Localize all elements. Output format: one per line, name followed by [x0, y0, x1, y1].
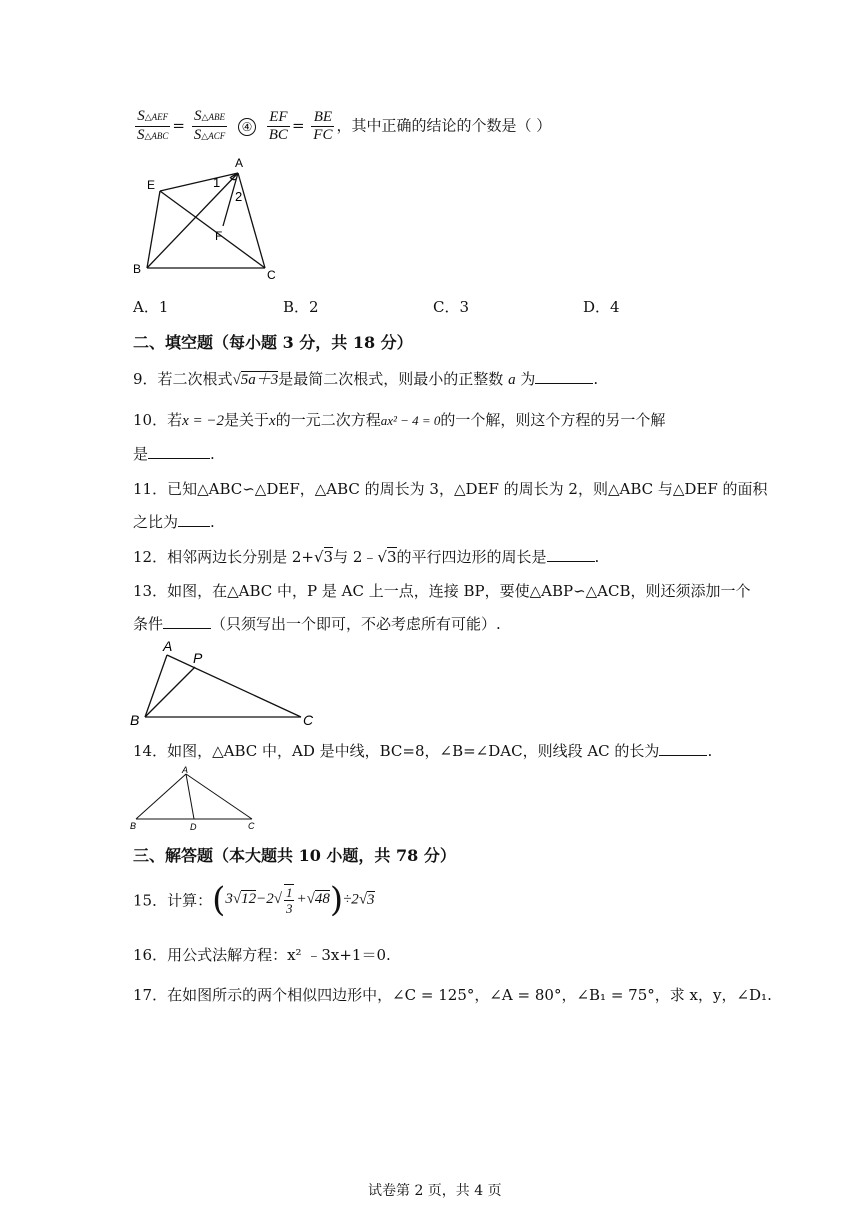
sqrt-symbol: √5a＋3: [232, 372, 279, 388]
question-11-line-1: 11．已知△ABC∽△DEF，△ABC 的周长为 3，△DEF 的周长为 2，则△ABC 与△DEF 的面积: [133, 480, 768, 498]
question-17: 17．在如图所示的两个相似四边形中，∠C = 125°，∠A = 80°，∠B₁ = 75°，求 x，y，∠D₁.: [133, 986, 772, 1004]
q8-option-c: C．3: [433, 298, 470, 316]
answer-blank-14[interactable]: [659, 741, 707, 756]
label-c: C: [248, 821, 255, 831]
segment-ac: [238, 173, 265, 268]
segment-ab: [136, 774, 186, 819]
page-footer: 试卷第 2 页，共 4 页: [368, 1183, 502, 1199]
fraction-s-abe-acf: $\frac{\text{S△ABE}}{\text{S△ACF}}$: [193, 108, 226, 143]
label-p: P: [193, 650, 203, 666]
question-9: 9．若二次根式√5a＋3是最简二次根式，则最小的正整数 a 为 .: [133, 370, 599, 388]
figure-triangle-abc-p: [125, 637, 325, 729]
question-10-line-1: 10．若x = −2是关于x的一元二次方程ax² − 4 = 0的一个解，则这个方程的另一个解: [133, 411, 666, 429]
label-c: C: [267, 268, 276, 282]
label-b: B: [130, 712, 140, 728]
label-c: C: [303, 712, 314, 728]
answer-blank-13[interactable]: [163, 614, 211, 629]
segment-ad: [186, 774, 194, 819]
answer-blank-10[interactable]: [148, 444, 210, 459]
label-b: B: [133, 262, 142, 276]
figure-triangle-abdc: [128, 764, 268, 834]
label-f: F: [215, 229, 223, 243]
question-13-line-1: 13．如图，在△ABC 中，P 是 AC 上一点，连接 BP，要使△ABP∽△ACB，则还须添加一个: [133, 582, 751, 600]
segment-ea: [160, 173, 238, 191]
label-a: A: [235, 156, 244, 170]
segment-ac: [167, 655, 301, 717]
q8-conditions-line: $\frac{\text{S△AEF}}{\text{S△ABC}}$ = $\frac{\text{S△ABE}}{\text{S△ACF}}$ ④ $\frac{EF}{BC}$ = $\frac{BE}{FC}$ ，其中正确的结论的个数是（ ）: [137, 108, 552, 143]
section-2-heading: 二、填空题（每小题 3 分，共 18 分）: [133, 333, 413, 352]
question-16: 16．用公式法解方程：x² ﹣3x+1＝0.: [133, 946, 391, 964]
question-14: 14．如图，△ABC 中，AD 是中线，BC=8，∠B=∠DAC，则线段 AC 的长为 .: [133, 742, 713, 760]
section-3-heading: 三、解答题（本大题共 10 小题，共 78 分）: [133, 846, 456, 865]
segment-ac: [186, 774, 252, 819]
item-number-4: ④: [238, 118, 256, 136]
fraction-ef-bc: $\frac{EF}{BC}$: [268, 109, 288, 143]
label-a: A: [163, 638, 173, 654]
segment-ab: [145, 655, 167, 717]
label-d: D: [190, 822, 197, 832]
q8-option-d: D．4: [583, 298, 620, 316]
fraction-one-third: $\frac{1}{3}$: [285, 885, 293, 916]
q8-question-tail: ，其中正确的结论的个数是（ ）: [336, 116, 552, 135]
label-a: A: [182, 765, 189, 775]
question-12: 12．相邻两边长分别是 2+√3与 2﹣√3的平行四边形的周长是 .: [133, 548, 600, 566]
segment-ec: [160, 191, 265, 268]
q8-option-b: B．2: [283, 298, 319, 316]
q8-option-a: A．1: [133, 298, 169, 316]
question-13-line-2: 条件 （只须写出一个即可，不必考虑所有可能）.: [133, 615, 501, 633]
answer-blank-12[interactable]: [547, 547, 595, 562]
fraction-be-fc: $\frac{BE}{FC}$: [313, 109, 333, 143]
label-e: E: [147, 178, 156, 192]
segment-bp: [145, 667, 195, 717]
answer-blank-9[interactable]: [535, 369, 593, 384]
question-11-line-2: 之比为 .: [133, 513, 215, 531]
label-angle-2: 2: [235, 189, 243, 204]
question-10-line-2: 是 .: [133, 445, 215, 463]
question-15: 15．计算：(3√12−2√ $\frac{1}{3}$ +√48)÷2√3: [133, 880, 375, 920]
figure-quadrilateral-aebc: [125, 155, 285, 285]
label-angle-1: 1: [213, 175, 221, 190]
label-b: B: [130, 821, 137, 831]
answer-blank-11[interactable]: [178, 512, 210, 527]
fraction-s-aef-abc: $\frac{\text{S△AEF}}{\text{S△ABC}}$: [137, 108, 169, 143]
